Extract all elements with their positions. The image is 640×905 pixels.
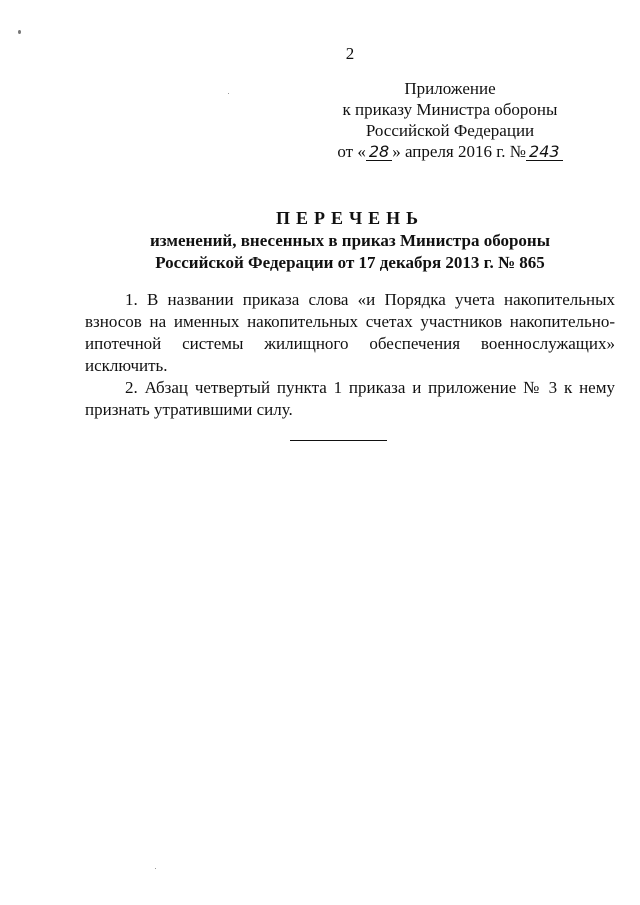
scan-speck: [18, 30, 21, 34]
appendix-federation: Российской Федерации: [365, 121, 535, 140]
scan-speck: [228, 93, 229, 94]
document-subtitle: [0, 230, 640, 274]
list-item: 1. В названии приказа слова «и Порядка учета накопительных взносов на именных накопительных счетах участников накопительно-ипотечной системы жилищного обеспечения военнослужащих» исключить.: [85, 290, 615, 375]
document-body: [85, 289, 615, 421]
subtitle-line-2: Российской Федерации от 17 декабря 2013 г. № 865: [155, 253, 545, 272]
handwritten-order-number: 243: [526, 144, 563, 161]
appendix-label: Приложение: [404, 79, 496, 98]
document-title: ПЕРЕЧЕНЬ: [275, 208, 425, 228]
appendix-order-ref: к приказу Министра обороны: [342, 100, 558, 119]
date-middle: » апреля 2016 г. №: [392, 142, 527, 161]
date-prefix: от «: [337, 142, 366, 161]
page-number: 2: [345, 44, 355, 63]
list-item: 2. Абзац четвертый пункта 1 приказа и приложение № 3 к нему признать утратившими силу.: [85, 378, 615, 419]
subtitle-line-1: изменений, внесенных в приказ Министра обороны: [149, 231, 550, 250]
handwritten-day: 28: [366, 144, 392, 161]
appendix-header: [300, 78, 600, 162]
end-divider: [290, 440, 387, 441]
appendix-date-line: [300, 141, 600, 162]
scan-speck: [155, 868, 156, 869]
